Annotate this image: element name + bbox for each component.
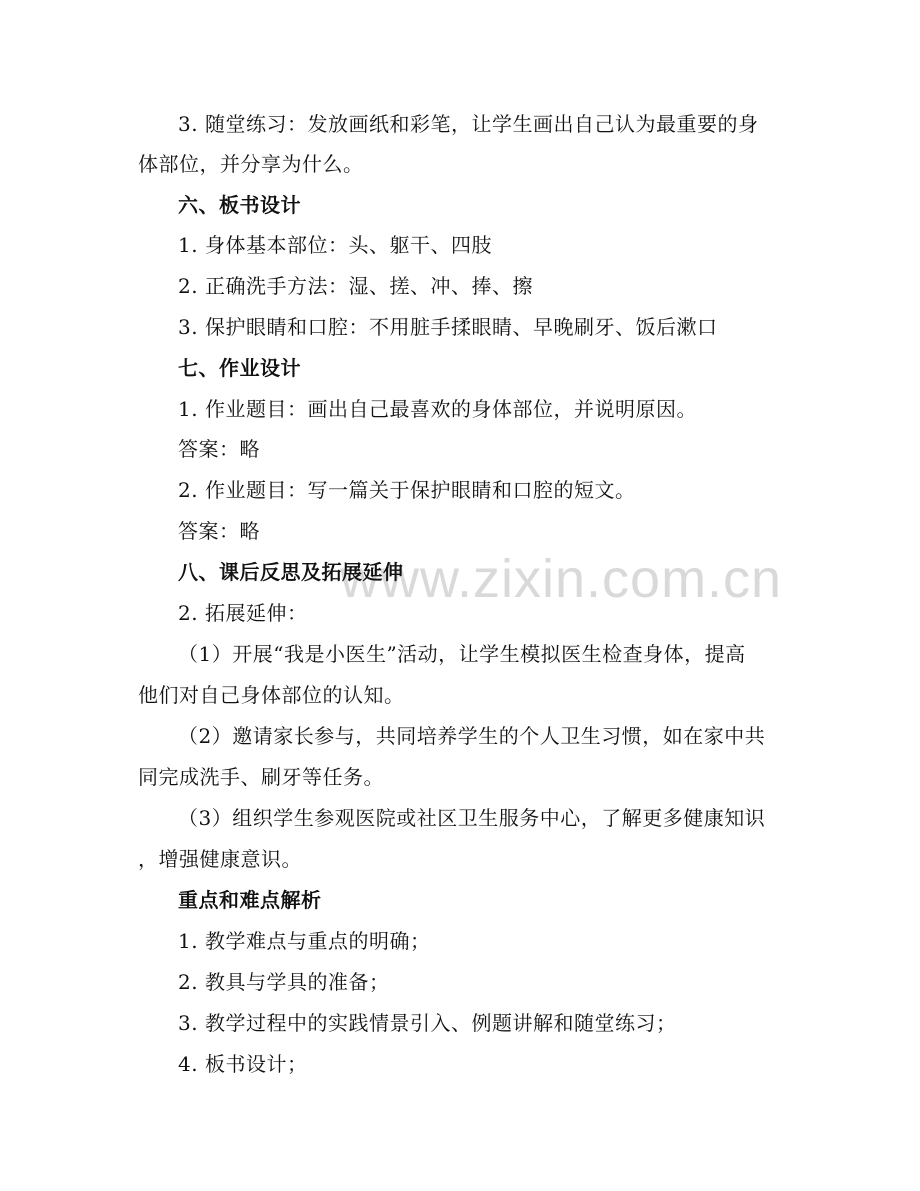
key-point-item-1: 1. 教学难点与重点的明确； [178, 929, 431, 953]
section-heading-board-design: 六、板书设计 [178, 193, 301, 217]
homework-item-2: 2. 作业题目：写一篇关于保护眼睛和口腔的短文。 [178, 478, 636, 502]
practice-item-3-line2: 体部位，并分享为什么。 [138, 152, 364, 176]
extension-item-3-line2: ，增强健康意识。 [138, 847, 302, 871]
key-point-item-2: 2. 教具与学具的准备； [178, 970, 390, 994]
practice-item-3-line1: 3. 随堂练习：发放画纸和彩笔，让学生画出自己认为最重要的身 [178, 112, 759, 136]
extension-item-1-line1: （1）开展“我是小医生”活动，让学生模拟医生检查身体，提高 [178, 642, 746, 666]
extension-item-1-line2: 他们对自己身体部位的认知。 [138, 683, 405, 707]
section-heading-reflection: 八、课后反思及拓展延伸 [178, 560, 404, 584]
homework-answer-2: 答案：略 [178, 519, 260, 543]
extension-title: 2. 拓展延伸： [178, 601, 308, 625]
homework-item-1: 1. 作业题目：画出自己最喜欢的身体部位，并说明原因。 [178, 397, 697, 421]
board-item-1: 1. 身体基本部位：头、躯干、四肢 [178, 233, 492, 257]
board-item-2: 2. 正确洗手方法：湿、搓、冲、捧、擦 [178, 274, 533, 298]
key-point-item-4: 4. 板书设计； [178, 1052, 308, 1076]
board-item-3: 3. 保护眼睛和口腔：不用脏手揉眼睛、早晚刷牙、饭后漱口 [178, 315, 718, 339]
section-heading-key-points: 重点和难点解析 [178, 888, 322, 912]
watermark: www.zixin.com.cn [340, 549, 783, 609]
extension-item-2-line1: （2）邀请家长参与，共同培养学生的个人卫生习惯，如在家中共 [178, 724, 766, 748]
section-heading-homework: 七、作业设计 [178, 356, 301, 380]
extension-item-2-line2: 同完成洗手、刷牙等任务。 [138, 765, 384, 789]
homework-answer-1: 答案：略 [178, 437, 260, 461]
key-point-item-3: 3. 教学过程中的实践情景引入、例题讲解和随堂练习； [178, 1011, 677, 1035]
extension-item-3-line1: （3）组织学生参观医院或社区卫生服务中心，了解更多健康知识 [178, 806, 766, 830]
